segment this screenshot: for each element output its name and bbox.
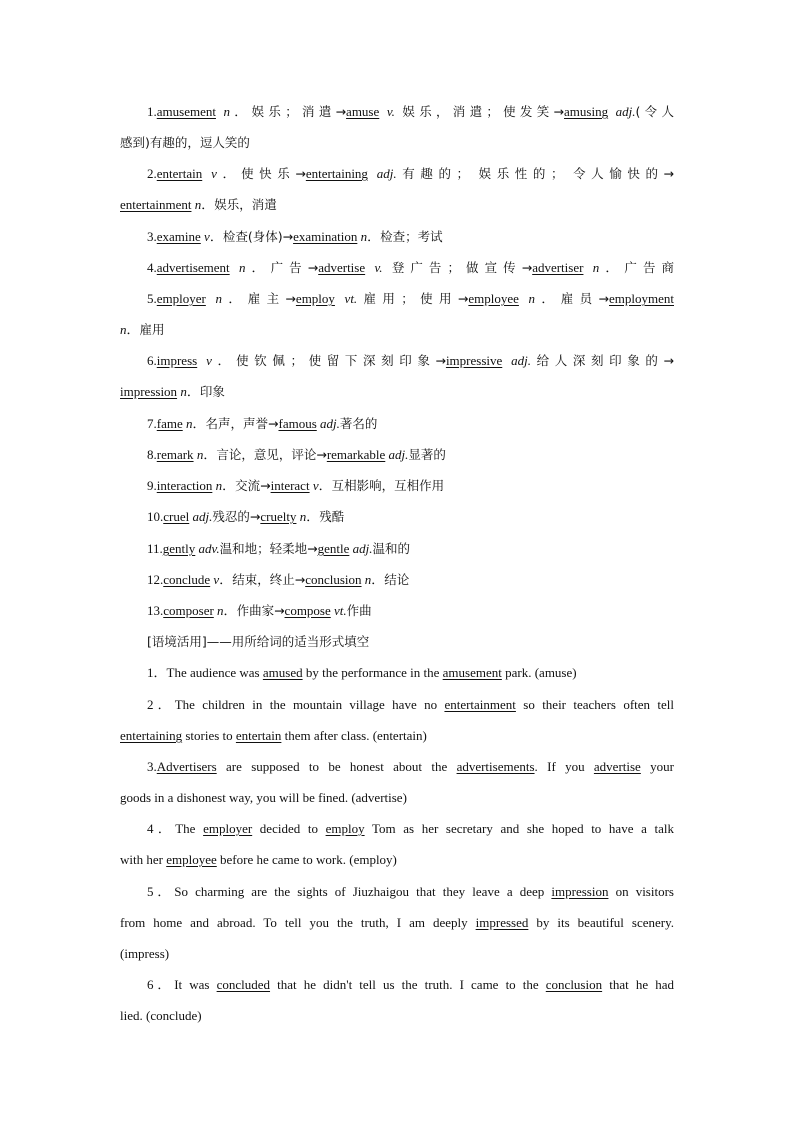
answer-blank: examine — [156, 229, 201, 244]
text-line-s6a — [147, 975, 674, 995]
answer-blank: entertain — [235, 728, 282, 743]
answer-blank: composer — [163, 603, 214, 618]
answer-blank: famous — [278, 416, 317, 431]
line-text — [197, 353, 206, 368]
line-text: ． — [367, 229, 381, 244]
line-text: 温和地；轻柔地→ — [219, 541, 318, 556]
line-text: v — [206, 353, 212, 368]
answer-blank: amusement — [442, 665, 502, 680]
answer-blank: employer — [156, 291, 206, 306]
line-text: ． — [223, 603, 237, 618]
text-line-s5c — [120, 944, 674, 964]
line-text: ． — [201, 197, 215, 212]
line-text — [583, 260, 592, 275]
line-text: 结束，终止→ — [232, 572, 306, 587]
line-text: v — [312, 478, 319, 493]
text-line-v11 — [147, 539, 674, 559]
line-text: 使快乐→ — [241, 166, 306, 181]
text-line-v6a — [147, 351, 674, 371]
line-text: goods in a dishonest way, you will be fined. (advertise) — [120, 790, 407, 805]
line-text: (impress) — [120, 946, 170, 961]
text-line-v10 — [147, 507, 674, 527]
answer-blank: entertaining — [120, 728, 183, 743]
line-text: . If you — [534, 759, 594, 774]
text-line-v9 — [147, 476, 674, 496]
line-text: 雇员→ — [560, 291, 609, 306]
line-text: stories to — [182, 728, 236, 743]
line-text: n — [215, 291, 222, 306]
text-line-s2a — [147, 695, 674, 715]
line-text — [383, 260, 392, 275]
line-text: 娱乐；消遣→ — [251, 104, 347, 119]
line-text: v. — [386, 104, 395, 119]
line-text: 5. — [147, 291, 157, 306]
line-text: ． — [318, 478, 332, 493]
answer-blank: impression — [551, 884, 609, 899]
text-line-s4b — [120, 850, 674, 870]
line-text: 互相影响，互相作用 — [331, 478, 445, 493]
line-text: them after class. (entertain) — [281, 728, 427, 743]
line-text — [608, 104, 616, 119]
line-text: 雇用 — [139, 322, 165, 337]
line-text: n — [528, 291, 536, 306]
line-text: 残酷 — [319, 509, 345, 524]
line-text: so their teachers often tell — [515, 697, 674, 712]
line-text: 显著的 — [408, 447, 446, 462]
text-line-s2b — [120, 726, 674, 746]
line-text: n — [194, 197, 202, 212]
text-line-v5a — [147, 289, 674, 309]
line-text: ． — [203, 447, 217, 462]
answer-blank: employment — [609, 291, 674, 306]
line-text: n — [180, 384, 187, 399]
line-text: ． — [209, 229, 223, 244]
line-text: 4. — [147, 260, 157, 275]
line-text: with her — [120, 852, 167, 867]
text-line-s6b — [120, 1006, 674, 1026]
line-text: n — [196, 447, 204, 462]
answer-blank: advertiser — [532, 260, 584, 275]
line-text: lied. (conclude) — [120, 1008, 202, 1023]
line-text: 有趣的； 娱乐性的； 令人愉快的→ — [396, 166, 674, 181]
answer-blank: compose — [284, 603, 331, 618]
answer-blank: examination — [293, 229, 358, 244]
line-text: ． — [371, 572, 385, 587]
line-text: 广告商 — [624, 260, 674, 275]
line-text: 12. — [147, 572, 164, 587]
answer-blank: amusement — [156, 104, 216, 119]
answer-blank: employ — [295, 291, 335, 306]
line-text: n — [120, 322, 127, 337]
line-text: ． — [192, 416, 206, 431]
line-text — [519, 291, 529, 306]
line-text — [368, 166, 377, 181]
answer-blank: conclusion — [545, 977, 603, 992]
line-text: decided to — [252, 821, 326, 836]
answer-blank: remark — [156, 447, 194, 462]
line-text: 2. — [147, 166, 157, 181]
text-line-v1b — [120, 133, 674, 153]
text-line-s1 — [147, 663, 674, 683]
answer-blank: interaction — [156, 478, 213, 493]
line-text: 雇用；使用→ — [357, 291, 469, 306]
text-line-v12 — [147, 570, 674, 590]
line-text: 3. — [147, 759, 157, 774]
answer-blank: gently — [162, 541, 196, 556]
line-text: adj. — [511, 353, 532, 368]
line-text: by its beautiful scenery. — [528, 915, 674, 930]
answer-blank: entertainment — [120, 197, 192, 212]
answer-blank: entertaining — [305, 166, 368, 181]
answer-blank: advertisements — [456, 759, 535, 774]
line-text: [语境活用]——用所给词的适当形式填空 — [147, 634, 370, 649]
line-text: n — [364, 572, 372, 587]
text-line-s3a — [147, 757, 674, 777]
line-text: n — [360, 229, 368, 244]
line-text: n — [215, 478, 223, 493]
line-text: on visitors — [608, 884, 674, 899]
line-text: ． — [219, 572, 233, 587]
line-text: 名声，声誉→ — [205, 416, 279, 431]
line-text — [202, 166, 211, 181]
line-text: 检查；考试 — [380, 229, 443, 244]
line-text: 温和的 — [372, 541, 410, 556]
line-text: ． — [306, 509, 320, 524]
line-text — [335, 291, 345, 306]
text-line-s5a — [147, 882, 674, 902]
line-text: adj. — [192, 509, 213, 524]
answer-blank: entertain — [156, 166, 203, 181]
answer-blank: entertainment — [444, 697, 516, 712]
line-text: Tom as her secretary and she hoped to have a talk — [364, 821, 674, 836]
line-text: v — [211, 166, 217, 181]
text-line-v4 — [147, 258, 674, 278]
line-text: 娱乐，消遣 — [214, 197, 277, 212]
text-line-hd — [147, 632, 674, 652]
answer-blank: employee — [166, 852, 217, 867]
line-text: 给人深刻印象的→ — [531, 353, 674, 368]
line-text: 广告→ — [270, 260, 319, 275]
answer-blank: amuse — [346, 104, 380, 119]
text-line-s4a — [147, 819, 674, 839]
line-text: vt. — [334, 603, 347, 618]
line-text: by the performance in the — [302, 665, 443, 680]
line-text: ． — [222, 478, 236, 493]
line-text: v — [213, 572, 220, 587]
line-text: 雇主→ — [247, 291, 296, 306]
line-text: 2．The children in the mountain village have no — [147, 697, 445, 712]
line-text: n — [592, 260, 600, 275]
line-text — [216, 104, 224, 119]
answer-blank: advertise — [593, 759, 641, 774]
text-line-v7 — [147, 414, 674, 434]
line-text: 残忍的→ — [212, 509, 261, 524]
line-text: 感到)有趣的，逗人笑的 — [120, 135, 250, 150]
line-text: v — [204, 229, 210, 244]
text-line-v5b — [120, 320, 674, 340]
answer-blank: fame — [156, 416, 183, 431]
line-text: 9. — [147, 478, 157, 493]
line-text: that he didn't tell us the truth. I came to the — [270, 977, 546, 992]
line-text: 13. — [147, 603, 164, 618]
line-text — [230, 260, 239, 275]
line-text: 6. — [147, 353, 157, 368]
answer-blank: amusing — [564, 104, 609, 119]
line-text: adj. — [388, 447, 409, 462]
line-text: 1. — [147, 104, 157, 119]
text-line-v2a — [147, 164, 674, 184]
line-text: 5．So charming are the sights of Jiuzhaigou that they leave a deep — [147, 884, 552, 899]
line-text: adv. — [198, 541, 220, 556]
line-text: your — [640, 759, 674, 774]
line-text: 著名的 — [339, 416, 378, 431]
line-text — [502, 353, 511, 368]
line-text: n — [299, 509, 307, 524]
line-text: 6．It was — [147, 977, 217, 992]
line-text: 3. — [147, 229, 157, 244]
line-text: (令人 — [635, 104, 674, 119]
line-text: 娱乐，消遣；使发笑→ — [402, 104, 565, 119]
line-text: 交流→ — [235, 478, 271, 493]
line-text: ． — [221, 291, 248, 306]
text-line-v13 — [147, 601, 674, 621]
answer-blank: remarkable — [326, 447, 386, 462]
line-text: ． — [216, 166, 242, 181]
answer-blank: advertise — [318, 260, 366, 275]
line-text: park. (amuse) — [501, 665, 577, 680]
line-text: 11. — [147, 541, 163, 556]
line-text: vt. — [344, 291, 358, 306]
text-line-s5b — [120, 913, 674, 933]
answer-blank: conclusion — [305, 572, 362, 587]
answer-blank: concluded — [216, 977, 271, 992]
line-text: n — [185, 416, 193, 431]
answer-blank: amused — [262, 665, 303, 680]
text-line-v1a — [147, 102, 674, 122]
line-text: ． — [211, 353, 237, 368]
line-text: 登广告；做宣传→ — [391, 260, 533, 275]
answer-blank: impression — [120, 384, 178, 399]
line-text: 作曲 — [346, 603, 372, 618]
text-line-v8 — [147, 445, 674, 465]
line-text: 检查(身体)→ — [222, 229, 294, 244]
answer-blank: conclude — [163, 572, 211, 587]
line-text: are supposed to be honest about the — [216, 759, 457, 774]
line-text: 7. — [147, 416, 157, 431]
line-text: 4．The — [147, 821, 204, 836]
line-text: adj. — [352, 541, 373, 556]
line-text: 作曲家→ — [236, 603, 285, 618]
line-text: n — [223, 104, 231, 119]
line-text: 结论 — [384, 572, 410, 587]
line-text: n — [217, 603, 224, 618]
line-text: v. — [374, 260, 383, 275]
answer-blank: gentle — [317, 541, 350, 556]
line-text — [379, 104, 387, 119]
line-text: 10. — [147, 509, 164, 524]
line-text: 8. — [147, 447, 157, 462]
line-text: ． — [126, 322, 140, 337]
line-text: 印象 — [199, 384, 225, 399]
line-text: from home and abroad. To tell you the truth, I am deeply — [120, 915, 476, 930]
line-text: adj. — [376, 166, 397, 181]
line-text: before he came to work. (employ) — [216, 852, 397, 867]
line-text: ． — [535, 291, 561, 306]
line-text: ． — [245, 260, 271, 275]
line-text: n — [238, 260, 246, 275]
answer-blank: impressive — [445, 353, 503, 368]
text-line-v6b — [120, 382, 674, 402]
text-line-v3 — [147, 227, 674, 247]
answer-blank: Advertisers — [156, 759, 217, 774]
answer-blank: interact — [270, 478, 310, 493]
line-text: ． — [186, 384, 200, 399]
text-line-s3b — [120, 788, 674, 808]
line-text: 言论，意见，评论→ — [216, 447, 327, 462]
line-text: 使钦佩；使留下深刻印象→ — [236, 353, 446, 368]
answer-blank: cruelty — [260, 509, 297, 524]
answer-blank: advertisement — [156, 260, 230, 275]
answer-blank: impress — [156, 353, 198, 368]
answer-blank: impressed — [475, 915, 529, 930]
answer-blank: cruel — [163, 509, 190, 524]
line-text: adj. — [320, 416, 340, 431]
answer-blank: employ — [325, 821, 365, 836]
line-text: that he had — [602, 977, 674, 992]
line-text: 1．The audience was — [147, 665, 263, 680]
line-text: ． — [599, 260, 625, 275]
answer-blank: employer — [203, 821, 253, 836]
line-text: adj. — [615, 104, 636, 119]
line-text: ． — [230, 104, 252, 119]
answer-blank: employee — [468, 291, 519, 306]
text-line-v2b — [120, 195, 674, 215]
